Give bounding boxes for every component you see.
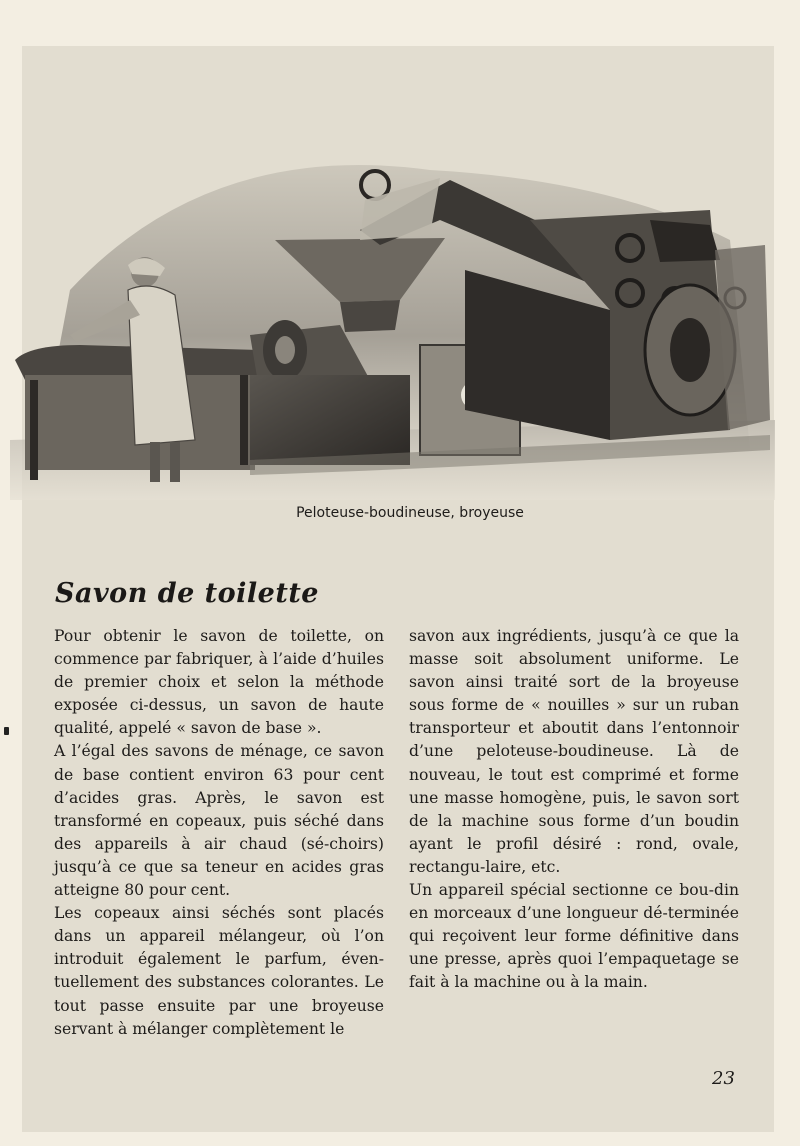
section-title: Savon de toilette [55,578,319,609]
paragraph: Un appareil spécial sectionne ce bou-din en morceaux d’une longueur dé-terminée qui reçoivent leur forme définitive dans une presse, après quoi l’empaquetage se fait à la machine ou à la main. [409,881,739,992]
text-column-right [409,625,739,995]
paragraph: A l’égal des savons de ménage, ce savon de base contient environ 63 pour cent d’acides gras. Après, le savon est transformé en copeaux, puis séché dans des appareils à air chaud (sé-choirs) jusqu’à ce que sa teneur en acides gras atteigne 80 pour cent. [54,742,384,900]
illustration-caption: Peloteuse-boudineuse, broyeuse [296,505,524,521]
paragraph: Pour obtenir le savon de toilette, on commence par fabriquer, à l’aide d’huiles de premier choix et selon la méthode exposée ci-dessus, un savon de haute qualité, appelé « savon de base ». [54,627,384,738]
text-column-left [54,625,384,1041]
factory-machine-illustration [10,150,775,500]
page-number: 23 [712,1068,735,1089]
paragraph: savon aux ingrédients, jusqu’à ce que la masse soit absolument uniforme. Le savon ainsi traité sort de la broyeuse sous forme de « nouilles » sur un ruban transporteur et aboutit dans l’entonnoir d’une peloteuse-boudineuse. Là de nouveau, le tout est comprimé et forme une masse homogène, puis, le savon sort de la machine sous forme d’un boudin ayant le profil désiré : rond, ovale, rectangu-laire, etc. [409,627,739,876]
margin-mark [4,727,9,735]
paragraph: Les copeaux ainsi séchés sont placés dans un appareil mélangeur, où l’on introduit également le parfum, éven-tuellement des substances colorantes. Le tout passe ensuite par une broyeuse servant à mélanger complètement le [54,904,384,1038]
